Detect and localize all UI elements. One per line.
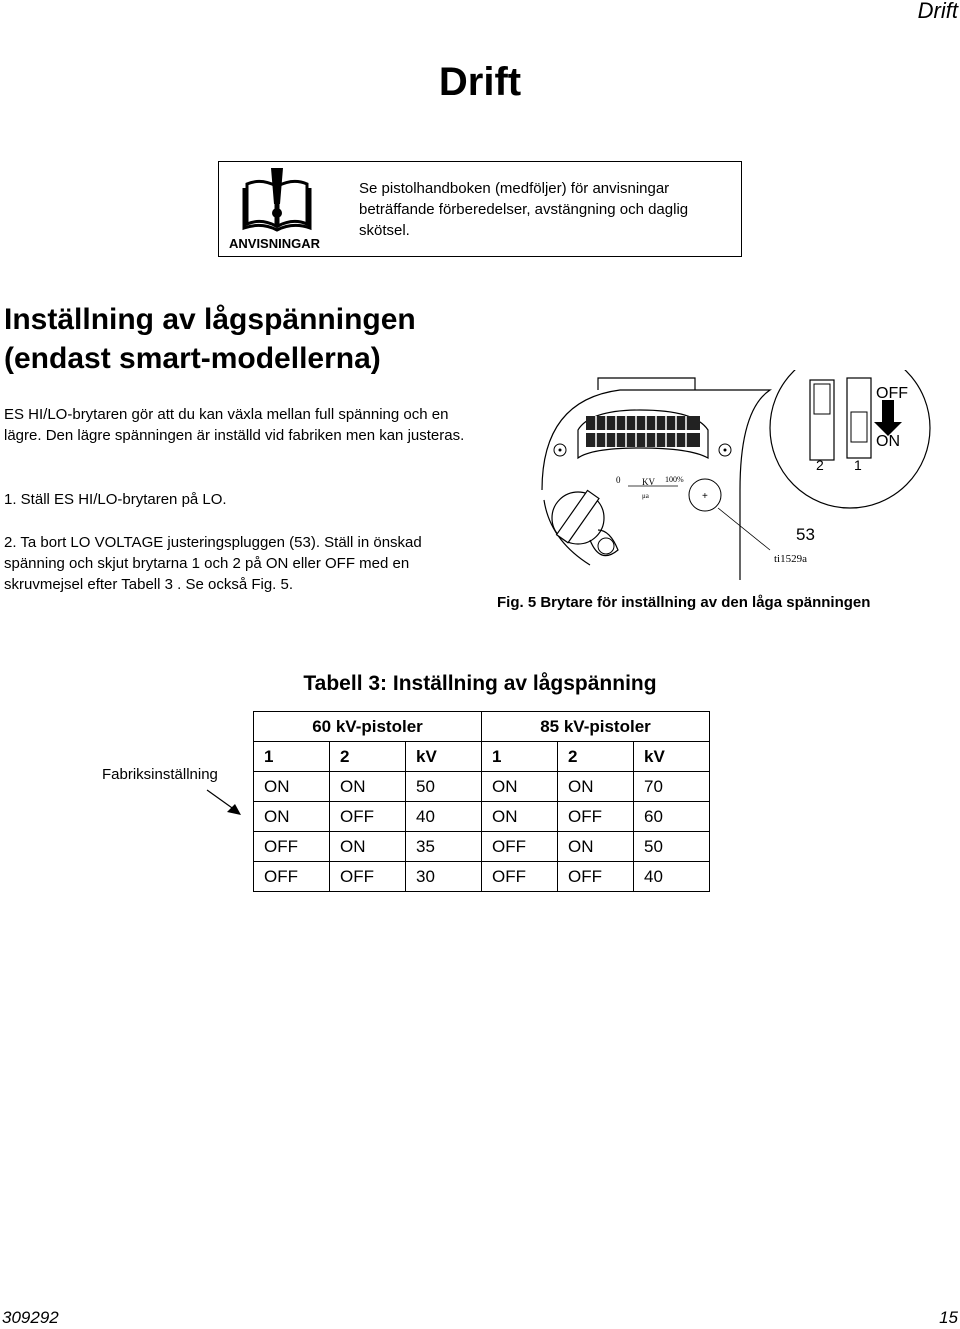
image-id: ti1529a <box>774 553 807 565</box>
column-header-row <box>254 742 710 772</box>
table-row <box>254 832 710 862</box>
table-cell: 50 <box>634 832 710 862</box>
table-cell: ON <box>330 772 406 802</box>
section-heading-line1: Inställning av lågspänningen <box>4 303 416 336</box>
part-number-53: 53 <box>796 525 815 544</box>
svg-text:+: + <box>702 491 708 502</box>
step-2: 2. Ta bort LO VOLTAGE justeringspluggen (53). Ställ in önskad spänning och skjut brytarna 1 och 2 på ON eller OFF med en skruvmejsel efter Tabell 3 . Se också Fig. 5. <box>4 534 422 593</box>
table-cell: 50 <box>406 772 482 802</box>
warning-box <box>218 161 742 257</box>
table-cell: ON <box>254 802 330 832</box>
table-cell: OFF <box>482 862 558 892</box>
scale-max-label: 100% <box>665 475 684 484</box>
low-voltage-table <box>253 711 710 892</box>
switch-figure <box>530 370 960 600</box>
col-header: kV <box>406 742 482 772</box>
table-cell: OFF <box>558 802 634 832</box>
table-cell: 60 <box>634 802 710 832</box>
table-cell: 40 <box>406 802 482 832</box>
table-cell: ON <box>254 772 330 802</box>
factory-setting-label: Fabriksinställning <box>102 766 218 783</box>
figure-caption: Fig. 5 Brytare för inställning av den låga spänningen <box>497 594 871 611</box>
table-cell: OFF <box>254 832 330 862</box>
section-heading-line2: (endast smart-modellerna) <box>4 342 381 375</box>
warning-label: ANVISNINGAR <box>229 236 321 251</box>
table-row <box>254 802 710 832</box>
col-header: kV <box>634 742 710 772</box>
col-header: 2 <box>558 742 634 772</box>
table-cell: 70 <box>634 772 710 802</box>
col-header: 2 <box>330 742 406 772</box>
table-cell: ON <box>558 832 634 862</box>
page-title: Drift <box>438 60 522 104</box>
manual-warning-icon <box>241 166 313 232</box>
led-display <box>578 410 708 458</box>
factory-arrow-icon <box>205 788 245 818</box>
on-label: ON <box>876 433 900 450</box>
scale-ua-label: μa <box>642 492 649 500</box>
switch-1-label: 1 <box>854 457 862 473</box>
col-header: 1 <box>482 742 558 772</box>
warning-text: Se pistolhandboken (medföljer) för anvisningar beträffande förberedelser, avstängning och daglig skötsel. <box>359 180 689 239</box>
switch-inset <box>770 370 930 508</box>
table-cell: ON <box>558 772 634 802</box>
table-cell: OFF <box>330 802 406 832</box>
table-cell: 30 <box>406 862 482 892</box>
table-cell: OFF <box>482 832 558 862</box>
table-cell: ON <box>482 772 558 802</box>
table-row <box>254 862 710 892</box>
scale-kv-label: KV <box>642 477 655 487</box>
table-cell: OFF <box>558 862 634 892</box>
col-header: 1 <box>254 742 330 772</box>
table-cell: 40 <box>634 862 710 892</box>
step-1: 1. Ställ ES HI/LO-brytaren på LO. <box>4 491 227 508</box>
running-header: Drift <box>917 0 958 23</box>
hi-lo-knob <box>552 490 618 555</box>
page-number: 15 <box>939 1308 958 1327</box>
table-cell: OFF <box>254 862 330 892</box>
table-cell: ON <box>330 832 406 862</box>
table-cell: 35 <box>406 832 482 862</box>
table-cell: ON <box>482 802 558 832</box>
switch-2-label: 2 <box>816 457 824 473</box>
intro-paragraph: ES HI/LO-brytaren gör att du kan växla mellan full spänning och en lägre. Den lägre spänningen är inställd vid fabriken men kan justeras. <box>4 406 465 444</box>
section-heading <box>4 300 484 378</box>
table-title: Tabell 3: Inställning av lågspänning <box>303 672 657 695</box>
table-row <box>254 772 710 802</box>
off-label: OFF <box>876 385 908 402</box>
group-60kv-header: 60 kV-pistoler <box>254 712 482 742</box>
table-cell: OFF <box>330 862 406 892</box>
group-85kv-header: 85 kV-pistoler <box>482 712 710 742</box>
doc-number: 309292 <box>2 1308 59 1327</box>
scale-zero-label: 0 <box>616 475 621 485</box>
